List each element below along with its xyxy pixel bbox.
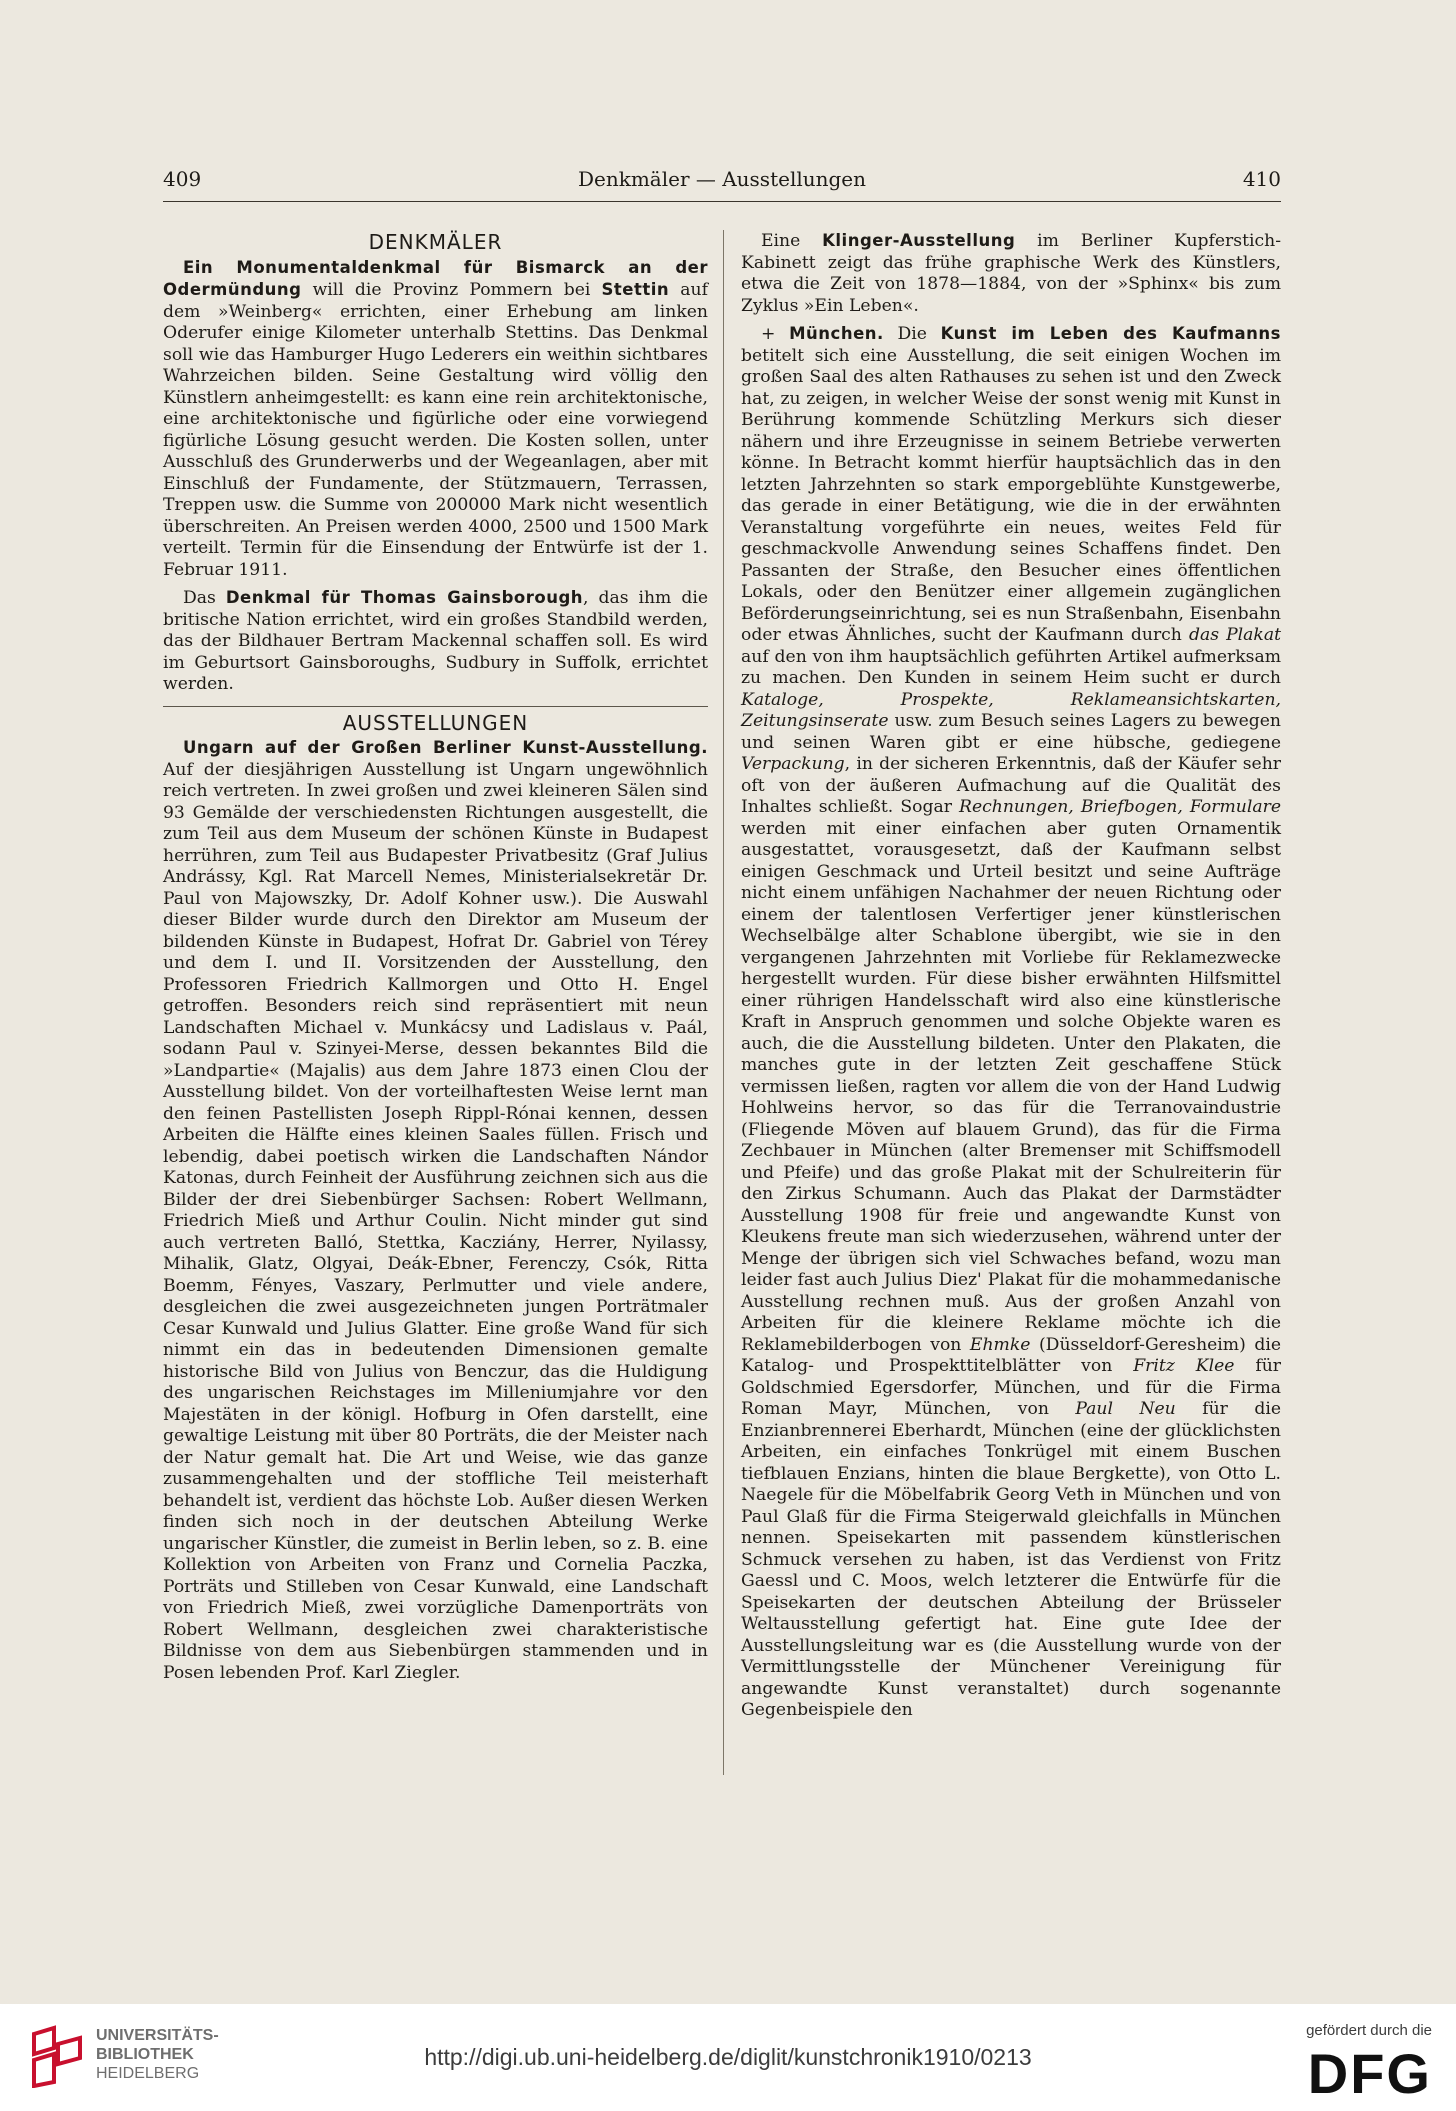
article-gainsborough-lead: Denkmal für Thomas Gainsborough [225,588,584,607]
article-text: Die [883,324,941,344]
article-text: will die Provinz Pommern bei [301,280,602,300]
article-text: usw. zum Besuch seines Lagers zu bewegen und seinen Waren gibt er eine hübsche, gediegene [741,711,1281,753]
article-gainsborough [163,587,708,696]
article-ungarn-lead: Ungarn auf der Großen Berliner Kunst-Ausstellung. [183,738,708,757]
section-rule [163,706,708,707]
italic-term: Paul Neu [1075,1399,1176,1419]
permalink-url[interactable]: http://digi.ub.uni-heidelberg.de/diglit/kunstchronik1910/0213 [424,2044,1032,2070]
article-text: Eine [761,231,823,251]
article-text: auf den von ihm hauptsächlich geführten Artikel aufmerksam zu machen. Den Kunden in seinem Heim sucht er durch [741,646,1281,688]
library-name-line: HEIDELBERG [96,2065,200,2082]
left-column [163,230,708,1684]
library-name-line: UNIVERSITÄTS- [96,2027,219,2044]
article-text: betitelt sich eine Ausstellung, die seit einigen Wochen im großen Saal des alten Rathauses zu sehen ist und den Zweck hat, zu zeigen, in welcher Weise der sonst wenig mit Kunst in Berührung kommende Schützling Merkurs sich dieser nähern und ihre Erzeugnisse in seinem Betriebe verwerten könne. In Betracht kommt hierfür hauptsächlich das in den letzten Jahrzehnten so stark emporgeblühte Kunstgewerbe, das gerade in einer Betätigung, wie die in der erwähnten Veranstaltung vorgeführte ein neues, weites Feld für geschmackvolle Anwendung seines Schaffens findet. Den Passanten der Straße, den Besucher eines öffentlichen Lokals, oder den Benützer einer allgemein zugänglichen Beförderungseinrichtung, sei es nun Straßenbahn, Eisenbahn oder etwas Ähnliches, sucht der Kaufmann durch [741,345,1281,645]
article-text: Auf der diesjährigen Ausstellung ist Ungarn ungewöhnlich reich vertreten. In zwei großen und zwei kleineren Sälen sind 93 Gemälde der verschiedensten Richtungen ausgestellt, die zum Teil aus dem Museum der schönen Künste in Budapest herrühren, zum Teil aus Budapester Privatbesitz (Graf Julius Andrássy, Kgl. Rat Marcell Nemes, Ministerialsekretär Dr. Paul von Majowszky, Dr. Adolf Kohner usw.). Die Auswahl dieser Bilder wurde durch den Direktor am Museum der bildenden Künste in Budapest, Hofrat Dr. Gabriel von Térey und dem I. und II. Vorsitzenden der Ausstellung, den Professoren Friedrich Kallmorgen und Otto H. Engel getroffen. Besonders reich sind repräsentiert mit neun Landschaften Michael v. Munkácsy und Ladislaus v. Paál, sodann Paul v. Szinyei-Merse, dessen bekanntes Bild die »Landpartie« (Majalis) aus dem Jahre 1873 einen Clou der Ausstellung bildet. Von der vorteilhaftesten Weise lernt man den feinen Pastellisten Joseph Rippl-Rónai kennen, dessen Arbeiten die Hälfte eines kleinen Saales füllen. Frisch und lebendig, dabei poetisch wirken die Landschaften Nándor Katonas, durch Feinheit der Ausführung zeichnen sich aus die Bilder der drei Siebenbürger Sachsen: Robert Wellmann, Friedrich Mieß und Arthur Coulin. Nicht minder gut sind auch vertreten Balló, Stettka, Kacziány, Herrer, Nyilassy, Mihalik, Glatz, Olgyai, Deák-Ebner, Ferenczy, Csók, Ritta Boemm, Fényes, Vaszary, Perlmutter und viele andere, desgleichen die zwei ausgezeichneten jungen Porträtmaler Cesar Kunwald und Julius Glatter. Eine große Wand für sich nimmt ein das in bedeutenden Dimensionen gemalte historische Bild von Julius von Benczur, das die Huldigung des ungarischen Reichstages im Milleniumjahre vor den Majestäten in der königl. Hofburg in Ofen darstellt, eine gewaltige Leistung mit über 80 Porträts, die der Meister nach der Natur gemalt hat. Die Art und Weise, wie das ganze zusammengehalten und der stoffliche Teil meisterhaft behandelt ist, verdient das höchste Lob. Außer diesen Werken finden sich noch in der deutschen Abteilung Werke ungarischer Künstler, die zumeist in Berlin leben, so z. B. eine Kollektion von Arbeiten von Franz und Cornelia Paczka, Porträts und Stilleben von Cesar Kunwald, eine Landschaft von Friedrich Mieß, zwei vorzügliche Damenporträts von Robert Wellmann, desgleichen zwei charakteristische Bildnisse von dem aus Siebenbürgen stammenden und in Posen lebenden Prof. Karl Ziegler. [163,759,708,1683]
article-klinger [741,230,1281,317]
italic-term: Ehmke [969,1334,1031,1355]
place-stettin: Stettin [601,280,670,299]
article-text: für Goldschmied Egersdorfer, München, und für die Firma Roman Mayr, München, von [741,1356,1281,1419]
article-text: auf dem »Weinberg« errichten, einer Erhebung am linken Oderufer einige Kilometer unterhalb Stettins. Das Denkmal soll wie das Hamburger Hugo Lederers ein weithin sichtbares Wahrzeichen bilden. Seine Gestaltung wird völlig den Künstlern anheimgestellt: es kann eine rein architektonische, eine architektonische und figürliche oder eine vorwiegend figürliche Lösung gesucht werden. Die Kosten sollen, unter Ausschluß des Grunderwerbs und der Wegeanlagen, aber mit Einschluß der Fundamente, der Stützmauern, Terrassen, Treppen usw. die Summe von 200000 Mark nicht wesentlich überschreiten. An Preisen werden 4000, 2500 und 1500 Mark verteilt. Termin für die Einsendung der Entwürfe ist der 1. Februar 1911. [163,280,708,580]
dfg-logo: DFG [1307,2042,1432,2105]
italic-term: Fritz Klee [1133,1356,1235,1376]
section-heading-ausstellungen: AUSSTELLUNGEN [342,710,529,735]
article-text: werden mit einer einfachen aber guten Ornamentik ausgestattet, vorausgesetzt, daß der Kaufmann selbst einigen Geschmack und Urteil besitzt und seine Aufträge nicht einem unfähigen Nachahmer der neuen Richtung oder einem der talentlosen Verfertiger jener künstlerischen Wechselbälge alter Schablone übergibt, wie sie in den vergangenen Jahrzehnten mit Vorliebe für Reklamezwecke hergestellt wurden. Für diese bisher erwähnten Hilfsmittel einer rührigen Handelsschaft wird also eine künstlerische Kraft in Anspruch genommen und solche Objekte waren es auch, die die Ausstellung bildeten. Unter den Plakaten, die manches gute in der letzten Zeit geschaffene Stück vermissen ließen, ragten vor allem die von der Hand Ludwig Hohlweins hervor, so das für die Terranovaindustrie (Fliegende Möven auf blauem Grund), das für die Firma Zechbauer in München (alter Bremenser mit Schiffsmodell und Pfeife) und das große Plakat mit der Schulreiterin für den Zirkus Schumann. Auch das Plakat der Darmstädter Ausstellung 1908 für freie und angewandte Kunst von Kleukens freute man sich wiederzusehen, während unter der Menge der übrigen sich viel Schwaches befand, wozu man leider fast auch Julius Diez' Plakat für die mohammedanische Ausstellung rechnen muß. Aus der großen Anzahl von Arbeiten für die kleinere Reklame möchte ich die Reklamebilderbogen von [741,818,1281,1355]
article-text: im Berliner Kupferstich-Kabinett zeigt das frühe graphische Werk des Künstlers, etwa die Zeit von 1878—1884, von der »Sphinx« bis zum Zyklus »Ein Leben«. [741,231,1282,316]
right-column [741,230,1281,1722]
article-muenchen-lead: München. [789,324,884,343]
section-heading-denkmaeler: DENKMÄLER [368,230,503,254]
page-number-left: 409 [163,167,202,191]
running-header [163,167,1281,199]
article-klinger-lead: Klinger-Ausstellung [822,231,1016,250]
section-marker: + [761,324,790,344]
library-name-line: BIBLIOTHEK [96,2046,194,2063]
italic-term: Rechnungen, Briefbogen, Formulare [959,797,1281,817]
italic-term: Kataloge, Prospekte, Reklameansichtskarten, Zeitungsinserate [741,689,1281,731]
article-text: für die Enzianbrennerei Eberhardt, München (eine der glücklichsten Arbeiten, ein einfaches Tonkrügel mit einem Buschen tiefblauen Enzians, hinten die blaue Bergkette), von Otto L. Naegele für die Möbelfabrik Georg Veth in München und von Paul Glaß für die Firma Steigerwald gleichfalls in München nennen. Speisekarten mit passendem künstlerischen Schmuck versehen zu haben, ist das Verdienst von Fritz Gaessl und C. Moos, welch letzterer die Entwürfe für die Speisekarten der deutschen Abteilung der Brüsseler Weltausstellung gefertigt hat. Eine gute Idee der Ausstellungsleitung war es (die Ausstellung wurde von der Vermittlungsstelle der Münchener Vereinigung für angewandte Kunst veranstaltet) durch sogenannte Gegenbeispiele den [741,1399,1281,1720]
italic-term: Verpackung [741,754,845,774]
column-divider [723,230,724,1775]
header-rule [163,201,1281,202]
article-text: Das [183,588,226,608]
article-muenchen [741,323,1281,1722]
page-number-right: 410 [1242,167,1281,191]
article-text: , das ihm die britische Nation errichtet, wird ein großes Standbild werden, das der Bildhauer Bertram Mackennal schaffen soll. Es wird im Geburtsort Gainsboroughs, Sudbury in Suffolk, errichtet werden. [163,588,708,694]
article-muenchen-lead-2: Kunst im Leben des Kaufmanns [940,324,1281,343]
viewer-footer [0,2004,1456,2111]
article-ungarn [163,737,708,1684]
running-title: Denkmäler — Ausstellungen [577,167,867,191]
article-text: , in der sicheren Erkenntnis, daß der Käufer sehr oft von der äußeren Aufmachung auf die Qualität des Inhaltes schließt. Sogar [741,754,1281,817]
italic-term: das Plakat [1188,625,1281,645]
funding-caption: gefördert durch die [1306,2022,1432,2039]
article-text: (Düsseldorf-Geresheim) die Katalog- und Prospekttitelblätter von [741,1334,1282,1376]
article-bismarck-lead: Ein Monumentaldenkmal für Bismarck an der Odermündung [163,257,708,299]
article-bismarck [163,257,708,582]
